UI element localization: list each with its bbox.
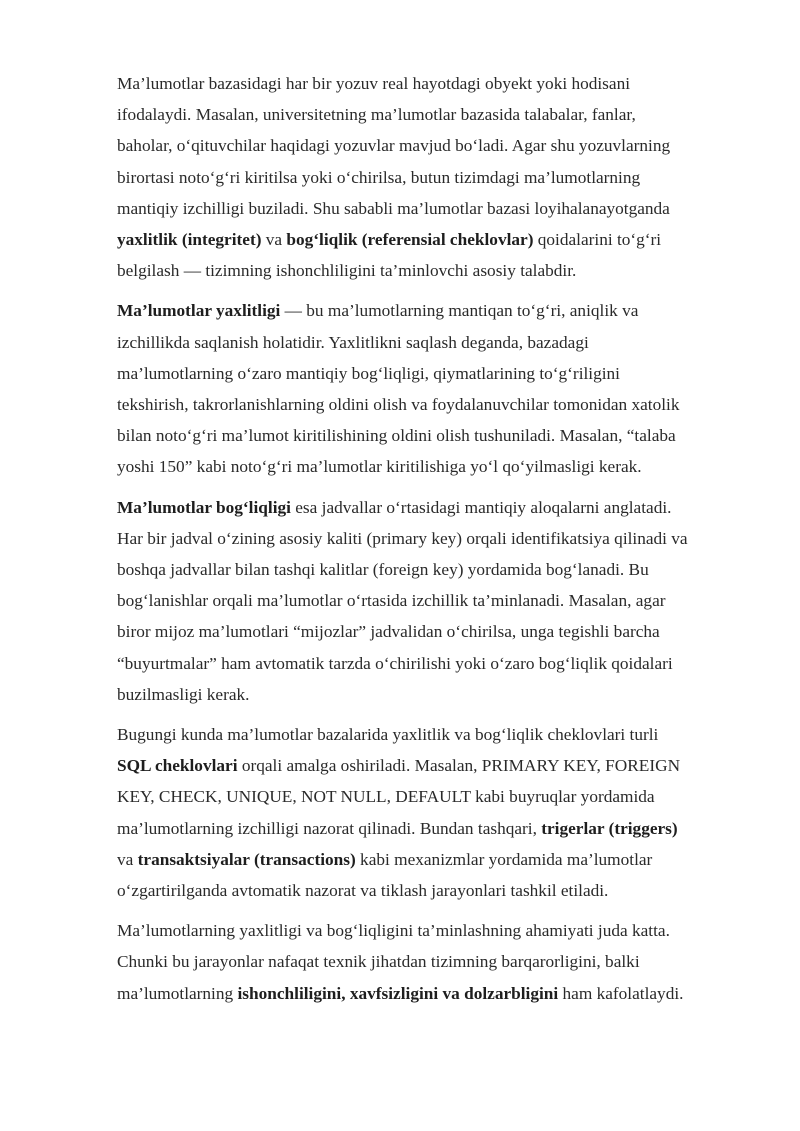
text-run: ma’lumotlarning izchilligi nazorat qilinadi. Bundan tashqari, (117, 818, 542, 838)
paragraph-1 (117, 68, 745, 286)
text-run: baholar, o‘qituvchilar haqidagi yozuvlar mavjud bo‘ladi. Agar shu yozuvlarning (117, 136, 671, 156)
text-line (117, 978, 745, 1009)
text-line (117, 130, 745, 161)
text-line (117, 255, 745, 286)
text-run: yoshi 150” kabi noto‘g‘ri ma’lumotlar kiritilishiga yo‘l qo‘yilmasligi kerak. (117, 457, 642, 477)
text-line (117, 875, 745, 906)
bold-term: Ma’lumotlar yaxlitligi (117, 301, 281, 321)
text-run: va (117, 849, 138, 869)
paragraph-2 (117, 295, 745, 482)
text-line (117, 554, 745, 585)
text-line (117, 358, 745, 389)
text-line (117, 750, 745, 781)
text-run: KEY, CHECK, UNIQUE, NOT NULL, DEFAULT kabi buyruqlar yordamida (117, 787, 655, 807)
bold-term: yaxlitlik (integritet) (117, 230, 262, 250)
bold-term: Ma’lumotlar bog‘liqligi (117, 497, 291, 517)
text-run: esa jadvallar o‘rtasidagi mantiqiy aloqalarni anglatadi. (290, 497, 672, 517)
text-line (117, 193, 745, 224)
text-run: Bugungi kunda ma’lumotlar bazalarida yaxlitlik va bog‘liqlik cheklovlari turli (117, 725, 659, 745)
text-line (117, 915, 745, 946)
text-run: biror mijoz ma’lumotlari “mijozlar” jadvalidan o‘chirilsa, unga tegishli barcha (117, 622, 660, 642)
text-line (117, 162, 745, 193)
text-run: bog‘lanishlar orqali ma’lumotlar o‘rtasida izchillik ta’minlanadi. Masalan, agar (117, 591, 666, 611)
text-run: va (261, 230, 287, 250)
text-line (117, 781, 745, 812)
text-run: ifodalaydi. Masalan, universitetning ma’lumotlar bazasida talabalar, fanlar, (117, 105, 636, 125)
text-line (117, 295, 745, 326)
text-line (117, 679, 745, 710)
text-line (117, 585, 745, 616)
text-line (117, 946, 745, 977)
text-run: qoidalarini to‘g‘ri (533, 230, 662, 250)
paragraph-4 (117, 719, 745, 906)
bold-term: ishonchliligini, xavfsizligini va dolzarbligini (237, 983, 559, 1003)
text-run: mantiqiy izchilligi buziladi. Shu sababli ma’lumotlar bazasi loyihalanayotganda (117, 198, 670, 218)
text-run: Har bir jadval o‘zining asosiy kaliti (primary key) orqali identifikatsiya qilinadi va (117, 528, 688, 548)
text-run: ma’lumotlarning o‘zaro mantiqiy bog‘liqligi, qiymatlarining to‘g‘riligini (117, 363, 620, 383)
text-line (117, 844, 745, 875)
text-line (117, 616, 745, 647)
text-run: Ma’lumotlar bazasidagi har bir yozuv real hayotdagi obyekt yoki hodisani (117, 74, 631, 93)
text-run: boshqa jadvallar bilan tashqi kalitlar (foreign key) yordamida bog‘lanadi. Bu (117, 560, 649, 580)
text-run: izchillikda saqlanish holatidir. Yaxlitlikni saqlash deganda, bazadagi (117, 332, 589, 352)
bold-term: transaktsiyalar (transactions) (137, 849, 356, 869)
text-line (117, 451, 745, 482)
bold-term: bog‘liqlik (referensial cheklovlar) (286, 230, 534, 250)
text-run: belgilash — tizimning ishonchliligini ta’minlovchi asosiy talabdir. (117, 261, 577, 281)
text-run: o‘zgartirilganda avtomatik nazorat va tiklash jarayonlari tashkil etiladi. (117, 881, 609, 901)
text-line (117, 224, 745, 255)
text-run: kabi mexanizmlar yordamida ma’lumotlar (355, 849, 653, 869)
text-line (117, 420, 745, 451)
text-run: Ma’lumotlarning yaxlitligi va bog‘liqligini ta’minlashning ahamiyati juda katta. (117, 921, 670, 941)
text-run: — bu ma’lumotlarning mantiqan to‘g‘ri, aniqlik va (280, 301, 639, 321)
text-line (117, 389, 745, 420)
text-run: tekshirish, takrorlanishlarning oldini olish va foydalanuvchilar tomonidan xatolik (117, 395, 680, 415)
text-line (117, 813, 745, 844)
paragraph-3 (117, 492, 745, 710)
text-run: ma’lumotlarning (117, 983, 238, 1003)
text-run: “buyurtmalar” ham avtomatik tarzda o‘chirilishi yoki o‘zaro bog‘liqlik qoidalari (117, 653, 673, 673)
text-run: buzilmasligi kerak. (117, 684, 250, 704)
text-run: ham kafolatlaydi. (558, 983, 684, 1003)
text-line (117, 719, 745, 750)
bold-term: trigerlar (triggers) (541, 818, 678, 838)
text-run: bilan noto‘g‘ri ma’lumot kiritilishining oldini olish tushuniladi. Masalan, “talaba (117, 426, 676, 446)
text-run: Chunki bu jarayonlar nafaqat texnik jihatdan tizimning barqarorligini, balki (117, 952, 640, 972)
text-line (117, 648, 745, 679)
document-body (117, 68, 745, 1018)
text-line (117, 68, 745, 99)
text-run: birortasi noto‘g‘ri kiritilsa yoki o‘chirilsa, butun tizimdagi ma’lumotlarning (117, 167, 641, 187)
text-line (117, 492, 745, 523)
text-line (117, 327, 745, 358)
text-line (117, 99, 745, 130)
bold-term: SQL cheklovlari (117, 756, 238, 776)
text-run: orqali amalga oshiriladi. Masalan, PRIMARY KEY, FOREIGN (237, 756, 681, 776)
paragraph-5 (117, 915, 745, 1009)
text-line (117, 523, 745, 554)
